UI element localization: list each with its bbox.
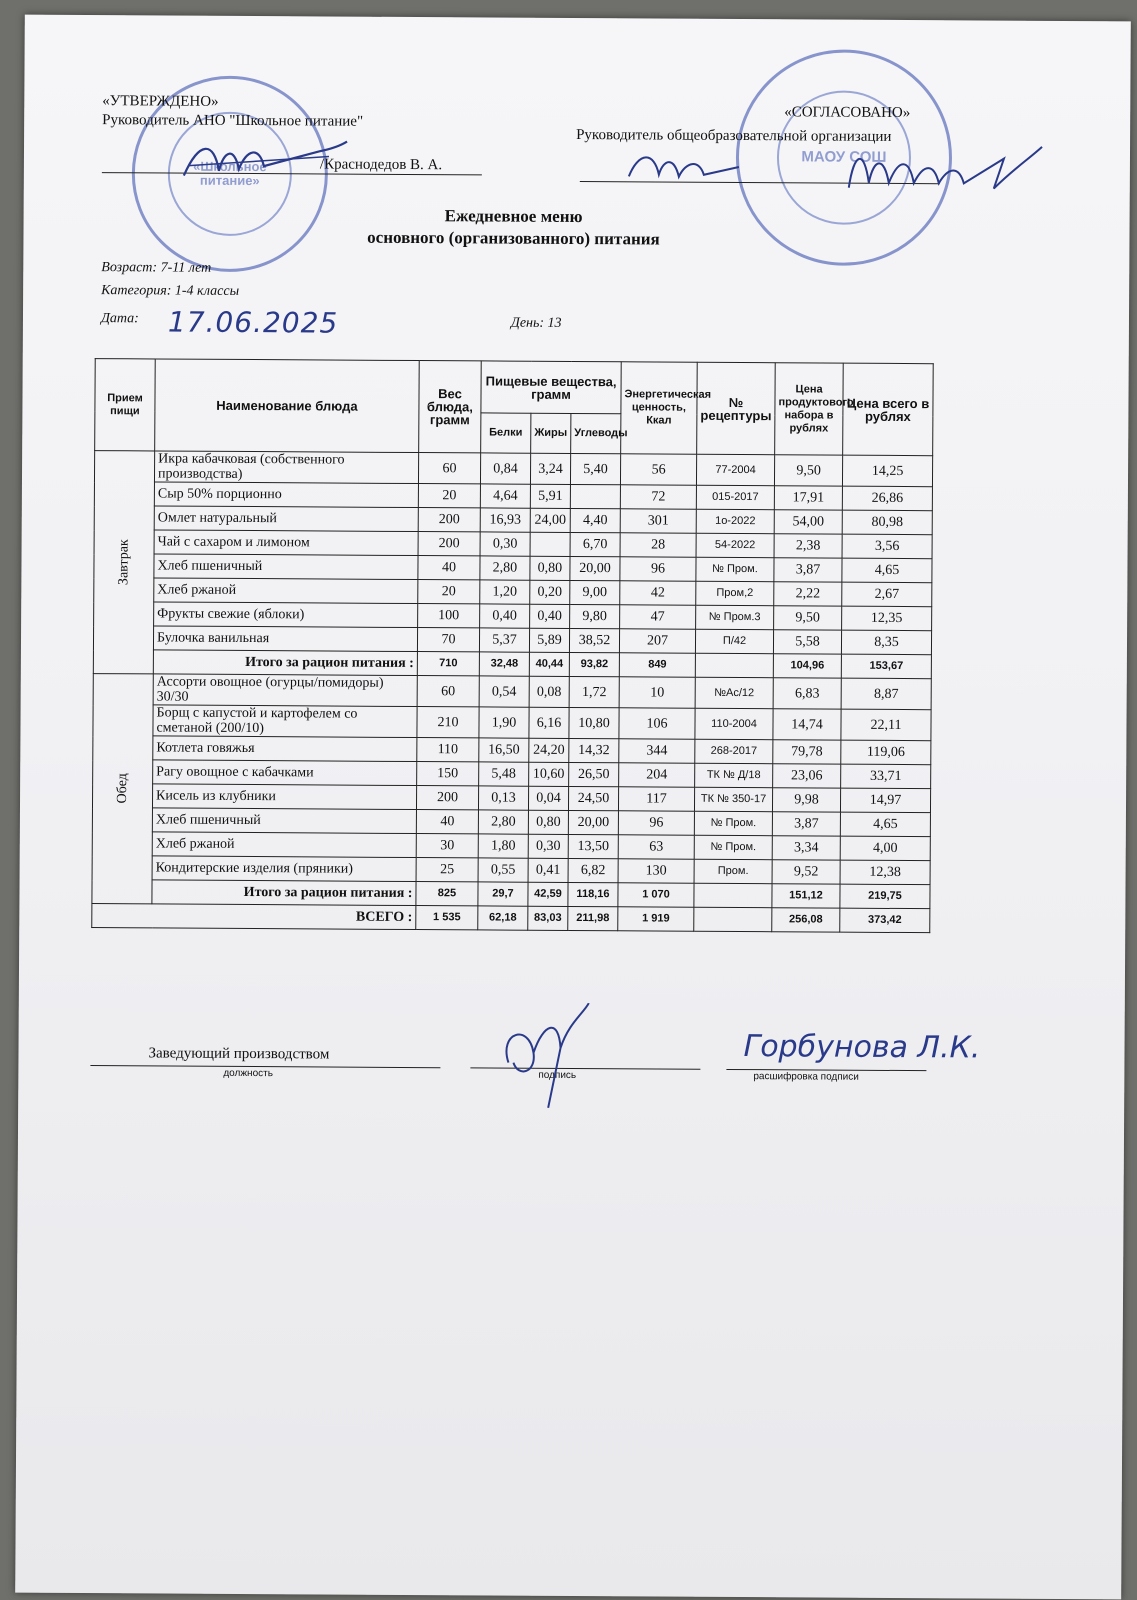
header-set-price: Цена продуктового набора в рублях: [775, 363, 844, 455]
breakfast-total-carbs: 93,82: [569, 652, 619, 676]
cell-protein: 0,30: [480, 532, 530, 556]
cell-carbs: 4,40: [570, 508, 620, 532]
cell-price: 22,11: [841, 709, 931, 741]
grand-total-price: 373,42: [840, 908, 930, 933]
cell-energy: 96: [620, 557, 696, 581]
grand-total-set-price: 256,08: [772, 908, 840, 932]
cell-recipe: П/42: [695, 629, 773, 653]
cell-energy: 344: [619, 739, 695, 763]
cell-protein: 2,80: [478, 810, 528, 834]
header-total-price: Цена всего в рублях: [843, 363, 934, 456]
cell-set-price: 9,50: [774, 455, 842, 486]
cell-carbs: 5,40: [570, 453, 620, 484]
approved-signature: [179, 131, 349, 192]
cell-protein: 1,80: [478, 834, 528, 858]
cell-protein: 0,13: [478, 786, 528, 810]
grand-total-fat: 83,03: [528, 906, 568, 930]
cell-energy: 301: [620, 509, 696, 533]
cell-price: 8,87: [841, 678, 931, 710]
cell-weight: 210: [417, 707, 479, 738]
breakfast-total-weight: 710: [417, 652, 479, 676]
cell-recipe: 268-2017: [695, 739, 773, 763]
cell-carbs: 14,32: [569, 738, 619, 762]
cell-recipe: 77-2004: [696, 454, 774, 485]
grand-total-protein: 62,18: [478, 906, 528, 930]
cell-carbs: 24,50: [568, 786, 618, 810]
cell-dish: Чай с сахаром и лимоном: [154, 530, 418, 556]
cell-dish: Кондитерские изделия (пряники): [152, 856, 416, 882]
grand-total-weight: 1 535: [416, 906, 478, 930]
cell-set-price: 3,87: [772, 812, 840, 836]
cell-set-price: 2,38: [774, 534, 842, 558]
date-handwritten: 17.06.2025: [167, 305, 339, 340]
document-title-line1: Ежедневное меню: [444, 206, 583, 227]
cell-weight: 200: [416, 786, 478, 810]
header-weight: Вес блюда, грамм: [419, 361, 482, 453]
header-protein: Белки: [481, 413, 531, 453]
lunch-total-energy: 1 070: [618, 883, 694, 907]
cell-fat: 0,41: [528, 858, 568, 882]
cell-price: 33,71: [841, 764, 931, 789]
cell-weight: 150: [417, 762, 479, 786]
lunch-total-recipe: [694, 883, 772, 907]
cell-recipe: 1о-2022: [696, 509, 774, 533]
footer-signature-caption: подпись: [538, 1069, 577, 1082]
breakfast-meal-label: [93, 451, 154, 674]
lunch-total-weight: 825: [416, 882, 478, 906]
lunch-row: [93, 705, 931, 741]
cell-fat: 24,00: [530, 508, 570, 532]
lunch-total-label: Итого за рацион питания :: [152, 880, 416, 906]
cell-protein: 0,54: [479, 676, 529, 707]
cell-set-price: 6,83: [773, 678, 841, 709]
cell-dish: Хлеб пшеничный: [152, 808, 416, 834]
cell-energy: 207: [619, 629, 695, 653]
cell-fat: 0,04: [528, 786, 568, 810]
cell-protein: 2,80: [480, 556, 530, 580]
cell-weight: 20: [418, 580, 480, 604]
lunch-total-carbs: 118,16: [568, 882, 618, 906]
breakfast-meal-label-text: Завтрак: [116, 539, 132, 586]
cell-set-price: 14,74: [773, 709, 841, 740]
cell-price: 119,06: [841, 740, 931, 765]
header-nutrients: Пищевые вещества, грамм: [481, 361, 621, 414]
cell-dish: Омлет натуральный: [154, 506, 418, 532]
breakfast-section: [93, 451, 932, 679]
cell-carbs: 6,82: [568, 858, 618, 882]
date-label: Дата:: [100, 311, 139, 327]
category-field: Категория: 1-4 классы: [101, 283, 240, 299]
cell-protein: 5,48: [479, 762, 529, 786]
cell-set-price: 9,50: [774, 606, 842, 630]
cell-weight: 110: [417, 738, 479, 762]
breakfast-total-energy: 849: [619, 653, 695, 677]
cell-dish: Котлета говяжья: [153, 736, 417, 762]
cell-recipe: Пром,2: [696, 581, 774, 605]
age-field: Возраст: 7-11 лет: [101, 260, 212, 276]
cell-set-price: 3,34: [772, 836, 840, 860]
document-page: [15, 15, 1131, 1600]
cell-set-price: 17,91: [774, 486, 842, 510]
agreed-label: «СОГЛАСОВАНО»: [784, 104, 911, 122]
lunch-meal-label-text: Обед: [115, 773, 131, 804]
cell-recipe: ТК № 350-17: [695, 787, 773, 811]
cell-energy: 63: [618, 835, 694, 859]
cell-dish: Фрукты свежие (яблоки): [154, 602, 418, 628]
cell-weight: 40: [418, 556, 480, 580]
cell-dish: Рагу овощное с кабачками: [153, 760, 417, 786]
cell-dish: Хлеб ржаной: [152, 832, 416, 858]
cell-price: 3,56: [842, 534, 932, 559]
cell-carbs: 20,00: [568, 810, 618, 834]
cell-carbs: 38,52: [569, 628, 619, 652]
cell-set-price: 23,06: [773, 764, 841, 788]
cell-set-price: 54,00: [774, 510, 842, 534]
cell-carbs: 6,70: [570, 532, 620, 556]
cell-recipe: 54-2022: [696, 533, 774, 557]
cell-price: 4,65: [842, 558, 932, 583]
lunch-section: [92, 674, 931, 909]
lunch-total-set-price: 151,12: [772, 884, 840, 908]
cell-recipe: № Пром.: [696, 557, 774, 581]
cell-fat: 24,20: [529, 738, 569, 762]
cell-recipe: № Пром.: [694, 811, 772, 835]
seal-right-text: МАОУ СОШ: [777, 90, 912, 225]
breakfast-total-recipe: [695, 653, 773, 677]
cell-carbs: 26,50: [569, 762, 619, 786]
cell-energy: 106: [619, 708, 695, 739]
cell-dish: Ассорти овощное (огурцы/помидоры) 30/30: [153, 674, 417, 707]
cell-dish: Кисель из клубники: [152, 784, 416, 810]
cell-fat: 0,40: [530, 604, 570, 628]
footer-position: Заведующий производством: [148, 1045, 330, 1063]
seal-left-text: «Школьное питание»: [167, 112, 292, 237]
cell-protein: 1,20: [480, 580, 530, 604]
cell-recipe: ТК № Д/18: [695, 763, 773, 787]
cell-protein: 0,55: [478, 858, 528, 882]
cell-carbs: 20,00: [570, 556, 620, 580]
cell-fat: 3,24: [530, 453, 570, 484]
cell-protein: 0,84: [480, 453, 530, 484]
cell-recipe: 110-2004: [695, 708, 773, 739]
cell-set-price: 5,58: [773, 630, 841, 654]
cell-energy: 204: [619, 763, 695, 787]
cell-price: 12,38: [840, 860, 930, 885]
cell-carbs: 1,72: [569, 676, 619, 707]
day-field: День: 13: [510, 315, 562, 331]
cell-carbs: [570, 484, 620, 508]
cell-energy: 47: [620, 605, 696, 629]
cell-fat: 0,08: [529, 676, 569, 707]
header-fat: Жиры: [531, 413, 571, 453]
cell-fat: 6,16: [529, 707, 569, 738]
approved-name: /Краснодедов В. А.: [319, 156, 443, 174]
cell-energy: 42: [620, 581, 696, 605]
cell-weight: 200: [418, 508, 480, 532]
cell-price: 14,97: [841, 788, 931, 813]
cell-fat: 0,20: [530, 580, 570, 604]
cell-weight: 70: [417, 628, 479, 652]
cell-fat: [530, 532, 570, 556]
breakfast-total-label: Итого за рацион питания :: [153, 650, 417, 676]
cell-dish: Хлеб ржаной: [154, 578, 418, 604]
cell-carbs: 9,80: [570, 604, 620, 628]
breakfast-total-set-price: 104,96: [773, 654, 841, 678]
header-dish: Наименование блюда: [155, 359, 420, 453]
cell-recipe: Пром.: [694, 859, 772, 883]
cell-dish: Хлеб пшеничный: [154, 554, 418, 580]
cell-recipe: № Пром.: [694, 835, 772, 859]
cell-energy: 10: [619, 677, 695, 708]
grand-total-row: [92, 904, 930, 933]
grand-total-energy: 1 919: [618, 907, 694, 931]
cell-fat: 5,89: [529, 628, 569, 652]
cell-set-price: 79,78: [773, 740, 841, 764]
lunch-total-protein: 29,7: [478, 882, 528, 906]
approved-role: Руководитель АНО "Школьное питание": [102, 112, 364, 130]
cell-weight: 30: [416, 834, 478, 858]
cell-protein: 16,93: [480, 508, 530, 532]
lunch-total-price: 219,75: [840, 884, 930, 909]
footer-signature: [488, 1002, 599, 1113]
cell-weight: 25: [416, 858, 478, 882]
header-energy: Энергетическая ценность, Ккал: [621, 362, 698, 454]
agreed-role: Руководитель общеобразовательной организации: [576, 127, 892, 145]
cell-price: 4,65: [840, 812, 930, 837]
footer-name-caption: расшифровка подписи: [753, 1071, 859, 1083]
cell-dish: Борщ с капустой и картофелем со сметаной (200/10): [153, 705, 417, 738]
cell-protein: 16,50: [479, 738, 529, 762]
cell-dish: Булочка ванильная: [153, 626, 417, 652]
cell-price: 2,67: [842, 582, 932, 607]
document-title-line2: основного (организованного) питания: [367, 227, 660, 249]
cell-recipe: № Пром.3: [696, 605, 774, 629]
cell-weight: 100: [418, 604, 480, 628]
breakfast-row: [94, 451, 932, 487]
grand-total-label: ВСЕГО :: [92, 904, 416, 930]
cell-recipe: 015-2017: [696, 485, 774, 509]
cell-price: 8,35: [841, 630, 931, 655]
cell-weight: 200: [418, 532, 480, 556]
cell-protein: 5,37: [479, 628, 529, 652]
menu-table: [91, 358, 933, 933]
cell-energy: 28: [620, 533, 696, 557]
cell-dish: Сыр 50% порционно: [154, 482, 418, 508]
cell-price: 4,00: [840, 836, 930, 861]
breakfast-total-fat: 40,44: [529, 652, 569, 676]
cell-fat: 0,80: [530, 556, 570, 580]
cell-price: 26,86: [842, 486, 932, 511]
cell-energy: 56: [621, 454, 697, 485]
cell-weight: 60: [418, 453, 480, 484]
cell-energy: 72: [620, 485, 696, 509]
cell-energy: 130: [618, 859, 694, 883]
cell-price: 12,35: [842, 606, 932, 631]
lunch-total-fat: 42,59: [528, 882, 568, 906]
cell-carbs: 13,50: [568, 834, 618, 858]
breakfast-total-protein: 32,48: [479, 652, 529, 676]
header-meal: Прием пищи: [95, 359, 156, 451]
cell-fat: 5,91: [530, 484, 570, 508]
cell-protein: 0,40: [480, 604, 530, 628]
cell-price: 80,98: [842, 510, 932, 535]
cell-energy: 117: [619, 787, 695, 811]
agreed-signature-2: [844, 138, 1044, 209]
cell-set-price: 9,52: [772, 860, 840, 884]
cell-fat: 0,30: [528, 834, 568, 858]
footer-position-caption: должность: [223, 1067, 273, 1080]
cell-protein: 4,64: [480, 484, 530, 508]
lunch-meal-label: [92, 674, 153, 904]
cell-energy: 96: [618, 811, 694, 835]
cell-weight: 40: [416, 810, 478, 834]
cell-weight: 20: [418, 484, 480, 508]
cell-weight: 60: [417, 676, 479, 707]
cell-fat: 10,60: [529, 762, 569, 786]
cell-carbs: 9,00: [570, 580, 620, 604]
header-carbs: Углеводы: [571, 413, 621, 453]
cell-set-price: 3,87: [774, 558, 842, 582]
footer-handwritten-name: Горбунова Л.К.: [743, 1029, 981, 1066]
cell-recipe: №Ас/12: [695, 677, 773, 708]
cell-protein: 1,90: [479, 707, 529, 738]
grand-total-carbs: 211,98: [568, 906, 618, 930]
grand-total-recipe: [694, 907, 772, 931]
cell-price: 14,25: [842, 455, 932, 487]
lunch-row: [93, 674, 931, 710]
cell-dish: Икра кабачковая (собственного производства): [154, 451, 418, 484]
cell-set-price: 2,22: [774, 582, 842, 606]
approved-label: «УТВЕРЖДЕНО»: [102, 93, 219, 110]
header-recipe: № рецептуры: [697, 362, 776, 454]
cell-set-price: 9,98: [773, 788, 841, 812]
cell-carbs: 10,80: [569, 707, 619, 738]
breakfast-total-price: 153,67: [841, 654, 931, 679]
cell-fat: 0,80: [528, 810, 568, 834]
agreed-signature-1: [624, 146, 744, 197]
